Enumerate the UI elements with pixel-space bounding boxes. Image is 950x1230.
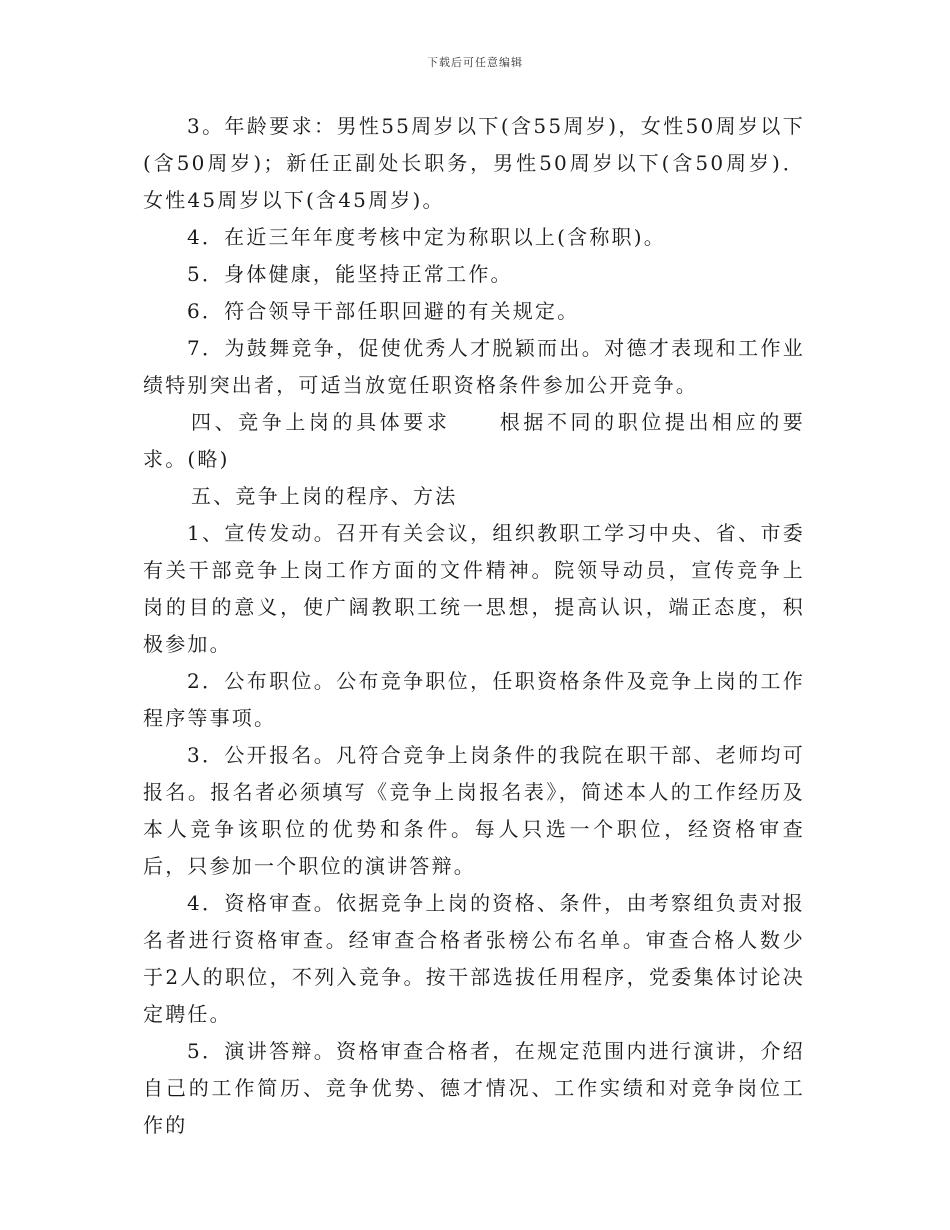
header-note: 下载后可任意编辑 [427, 56, 523, 69]
section-four-body: 根据不同的职位提出相应的要求。(略) [143, 410, 805, 471]
section-five-title: 五、竞争上岗的程序、方法 [191, 484, 458, 508]
paragraph-encourage-competition: 7．为鼓舞竞争，促使优秀人才脱颖而出。对德才表现和工作业绩特别突出者，可适当放宽任职资格条件参加公开竞争。 [143, 336, 805, 397]
document-body [143, 108, 805, 1144]
paragraph-assessment: 4．在近三年年度考核中定为称职以上(含称职)。 [187, 225, 666, 249]
section-four [143, 404, 805, 478]
section-four-title: 四、竞争上岗的具体要求 [191, 410, 451, 434]
paragraph-publicity: 1、宣传发动。召开有关会议，组织教职工学习中央、省、市委有关干部竞争上岗工作方面的文件精神。院领导动员，宣传竞争上岗的目的意义，使广阔教职工统一思想，提高认识，端正态度，积极参加。 [143, 521, 805, 656]
paragraph-registration: 3．公开报名。凡符合竞争上岗条件的我院在职干部、老师均可报名。报名者必须填写《竞争上岗报名表》，简述本人的工作经历及本人竞争该职位的优势和条件。每人只选一个职位，经资格审查后，只参加一个职位的演讲答辩。 [143, 743, 805, 878]
paragraph-age-requirement: 3。年龄要求：男性55周岁以下(含55周岁)，女性50周岁以下(含50周岁)；新任正副处长职务，男性50周岁以下(含50周岁)．女性45周岁以下(含45周岁)。 [143, 114, 805, 212]
paragraph-health: 5．身体健康，能坚持正常工作。 [187, 262, 513, 286]
paragraph-avoidance: 6．符合领导干部任职回避的有关规定。 [187, 299, 580, 323]
paragraph-speech-defense: 5．演讲答辩。资格审查合格者，在规定范围内进行演讲，介绍自己的工作简历、竞争优势、德才情况、工作实绩和对竞争岗位工作的 [143, 1039, 805, 1137]
paragraph-publish-positions: 2．公布职位。公布竞争职位，任职资格条件及竞争上岗的工作程序等事项。 [143, 669, 805, 730]
paragraph-qualification-review: 4．资格审查。依据竞争上岗的资格、条件，由考察组负责对报名者进行资格审查。经审查合格者张榜公布名单。审查合格人数少于2人的职位，不列入竞争。按干部选拔任用程序，党委集体讨论决定聘任。 [143, 891, 805, 1026]
